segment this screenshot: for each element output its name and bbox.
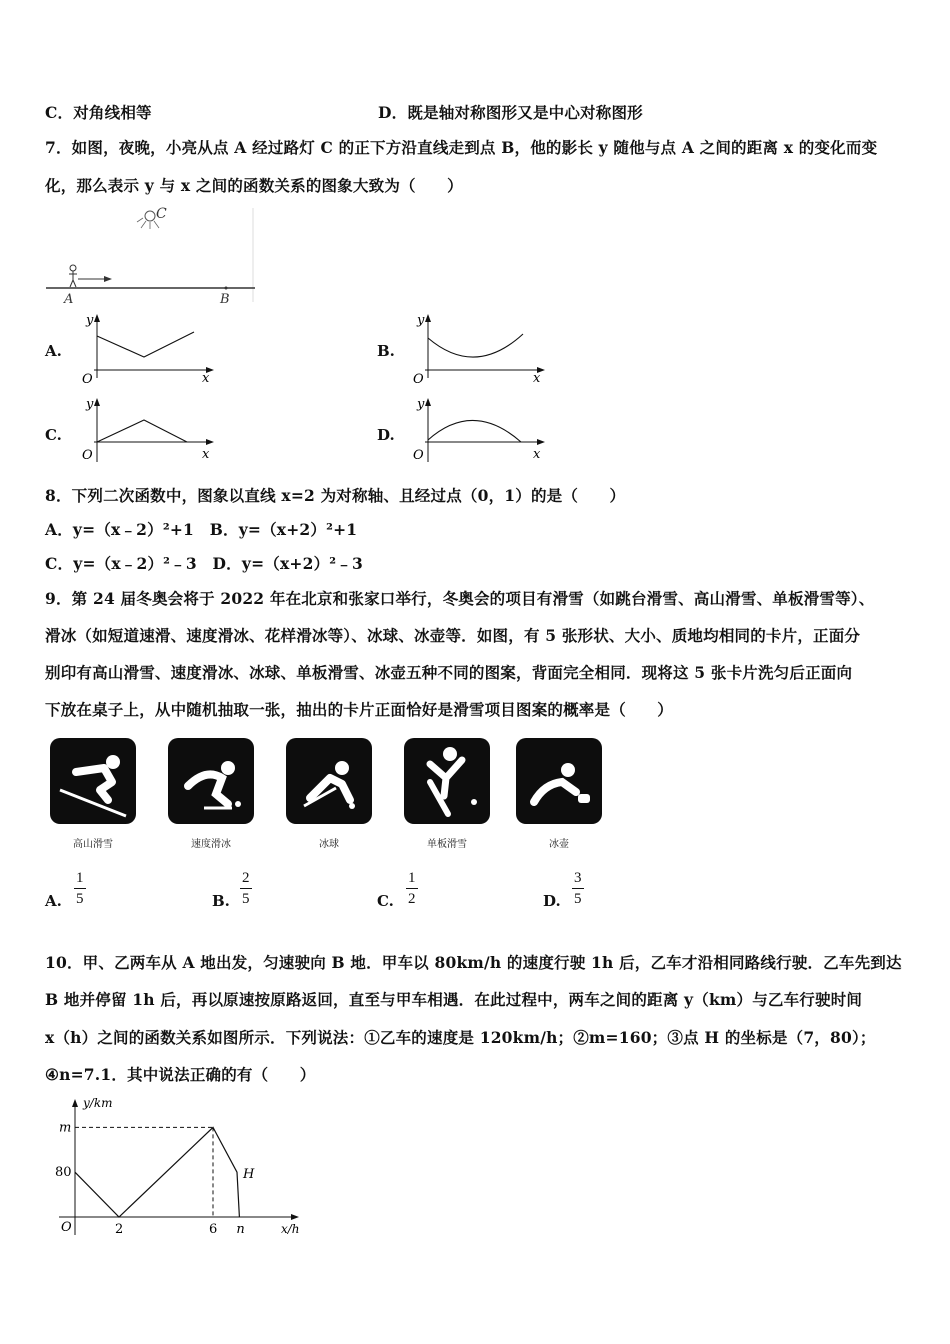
lamp-ray bbox=[141, 221, 146, 228]
lamp-label: C bbox=[156, 206, 167, 222]
svg-text:y: y bbox=[417, 313, 425, 328]
q7-option-b-label: B. bbox=[377, 342, 395, 360]
svg-text:O: O bbox=[82, 448, 93, 463]
y-axis-label: y/km bbox=[83, 1096, 113, 1110]
q8-options-row1: A．y=（x﹣2）²+1 B．y=（x+2）²+1 bbox=[45, 520, 358, 539]
q7-option-a-label: A. bbox=[45, 342, 62, 360]
graph-a-curve bbox=[97, 332, 194, 357]
person-leg bbox=[70, 280, 73, 287]
person-head bbox=[70, 265, 76, 271]
y-tick-m: m bbox=[59, 1120, 72, 1136]
svg-text:x: x bbox=[533, 371, 541, 386]
q9-option-b-fraction: $\frac{2}{5}$ bbox=[242, 870, 250, 907]
q9-stem-line4: 下放在桌子上，从中随机抽取一张，抽出的卡片正面恰好是滑雪项目图案的概率是（ ） bbox=[45, 700, 674, 719]
origin-label: O bbox=[61, 1220, 72, 1235]
card-caption: 单板滑雪 bbox=[427, 839, 467, 850]
q6-option-c: C．对角线相等 bbox=[45, 103, 152, 122]
x-axis-arrow bbox=[291, 1214, 299, 1220]
svg-text:y: y bbox=[86, 313, 94, 328]
svg-text:x: x bbox=[533, 447, 541, 462]
card-curling bbox=[516, 738, 602, 824]
direction-arrow-head bbox=[104, 276, 112, 282]
q10-stem-line3: x（h）之间的函数关系如图所示．下列说法：①乙车的速度是 120km/h；②m=160；③点 H 的坐标是（7，80）； bbox=[45, 1028, 876, 1047]
y-axis-arrow bbox=[72, 1099, 78, 1107]
q10-stem-line4: ④n=7.1．其中说法正确的有（ ） bbox=[45, 1065, 316, 1084]
q10-stem-line1: 10．甲、乙两车从 A 地出发，匀速驶向 B 地．甲车以 80km/h 的速度行驶 1h 后，乙车才沿相同路线行驶．乙车先到达 bbox=[45, 953, 902, 972]
card-caption: 冰球 bbox=[319, 839, 339, 850]
lamp-ray bbox=[154, 221, 159, 228]
q9-stem-line2: 滑冰（如短道速滑、速度滑冰、花样滑冰等）、冰球、冰壶等．如图，有 5 张形状、大小、质地均相同的卡片，正面分 bbox=[45, 626, 861, 645]
q9-option-b-label: B. bbox=[212, 892, 230, 910]
q6-option-d: D．既是轴对称图形又是中心对称图形 bbox=[378, 103, 643, 122]
alpine-skier-icon bbox=[50, 738, 136, 824]
q8-stem: 8．下列二次函数中，图象以直线 x=2 为对称轴、且经过点（0，1）的是（ ） bbox=[45, 486, 626, 505]
person-leg bbox=[73, 280, 76, 287]
lamp-ray bbox=[137, 218, 143, 222]
q9-option-c-fraction: $\frac{1}{2}$ bbox=[408, 870, 416, 907]
q9-option-d-fraction: $\frac{3}{5}$ bbox=[574, 870, 582, 907]
speed-skater-icon bbox=[168, 738, 254, 824]
snowboarder-icon bbox=[404, 738, 490, 824]
graph-d-curve bbox=[428, 420, 521, 442]
svg-text:x: x bbox=[202, 371, 210, 386]
hockey-player-icon bbox=[286, 738, 372, 824]
point-a-label: A bbox=[64, 292, 74, 307]
q7-stem-line2: 化，那么表示 y 与 x 之间的函数关系的图象大致为（ ） bbox=[45, 176, 463, 195]
q9-option-a-label: A. bbox=[45, 892, 62, 910]
q7-lamp-figure bbox=[40, 202, 260, 312]
svg-text:O: O bbox=[413, 372, 424, 387]
q9-option-d-label: D. bbox=[543, 892, 561, 910]
q7-graph-b bbox=[403, 312, 553, 387]
q9-stem-line1: 9．第 24 届冬奥会将于 2022 年在北京和张家口举行，冬奥会的项目有滑雪（如跳台滑雪、高山滑雪、单板滑雪等）、 bbox=[45, 589, 875, 608]
point-b-dot bbox=[225, 287, 228, 290]
q10-distance-time-graph bbox=[45, 1095, 315, 1245]
graph-c-curve bbox=[97, 420, 187, 442]
q9-option-a-fraction: $\frac{1}{5}$ bbox=[76, 870, 84, 907]
svg-text:x: x bbox=[202, 447, 210, 462]
q7-graph-a bbox=[72, 312, 222, 387]
x-tick-2: 2 bbox=[115, 1222, 124, 1237]
q7-option-c-label: C. bbox=[45, 426, 62, 444]
y-tick-80: 80 bbox=[55, 1165, 72, 1181]
svg-text:y: y bbox=[86, 397, 94, 412]
q7-graph-c bbox=[72, 396, 222, 466]
q7-option-d-label: D. bbox=[377, 426, 395, 444]
x-axis-label: x/h bbox=[281, 1222, 300, 1236]
q7-graph-d bbox=[403, 396, 553, 466]
graph-b-curve bbox=[428, 334, 523, 357]
point-h-label: H bbox=[243, 1167, 255, 1183]
card-snowboard bbox=[404, 738, 490, 824]
distance-curve bbox=[75, 1127, 239, 1217]
card-alpine-skiing bbox=[50, 738, 136, 824]
card-speed-skating bbox=[168, 738, 254, 824]
svg-text:O: O bbox=[413, 448, 424, 463]
card-caption: 冰壶 bbox=[549, 839, 569, 850]
q8-options-row2: C．y=（x﹣2）²﹣3 D．y=（x+2）²﹣3 bbox=[45, 554, 363, 573]
svg-text:y: y bbox=[417, 397, 425, 412]
card-caption: 高山滑雪 bbox=[73, 839, 113, 850]
x-tick-6: 6 bbox=[209, 1222, 218, 1237]
q7-stem-line1: 7．如图，夜晚，小亮从点 A 经过路灯 C 的正下方沿直线走到点 B，他的影长 y 随他与点 A 之间的距离 x 的变化而变 bbox=[45, 138, 878, 157]
lamp-bulb bbox=[145, 211, 155, 221]
q9-stem-line3: 别印有高山滑雪、速度滑冰、冰球、单板滑雪、冰壶五种不同的图案，背面完全相同．现将这 5 张卡片洗匀后正面向 bbox=[45, 663, 853, 682]
card-ice-hockey bbox=[286, 738, 372, 824]
point-b-label: B bbox=[220, 292, 230, 307]
curling-icon bbox=[516, 738, 602, 824]
q10-stem-line2: B 地并停留 1h 后，再以原速按原路返回，直至与甲车相遇．在此过程中，两车之间的距离 y（km）与乙车行驶时间 bbox=[45, 990, 863, 1009]
card-caption: 速度滑冰 bbox=[191, 839, 231, 850]
svg-text:O: O bbox=[82, 372, 93, 387]
q9-option-c-label: C. bbox=[377, 892, 394, 910]
x-tick-n: n bbox=[236, 1222, 245, 1237]
